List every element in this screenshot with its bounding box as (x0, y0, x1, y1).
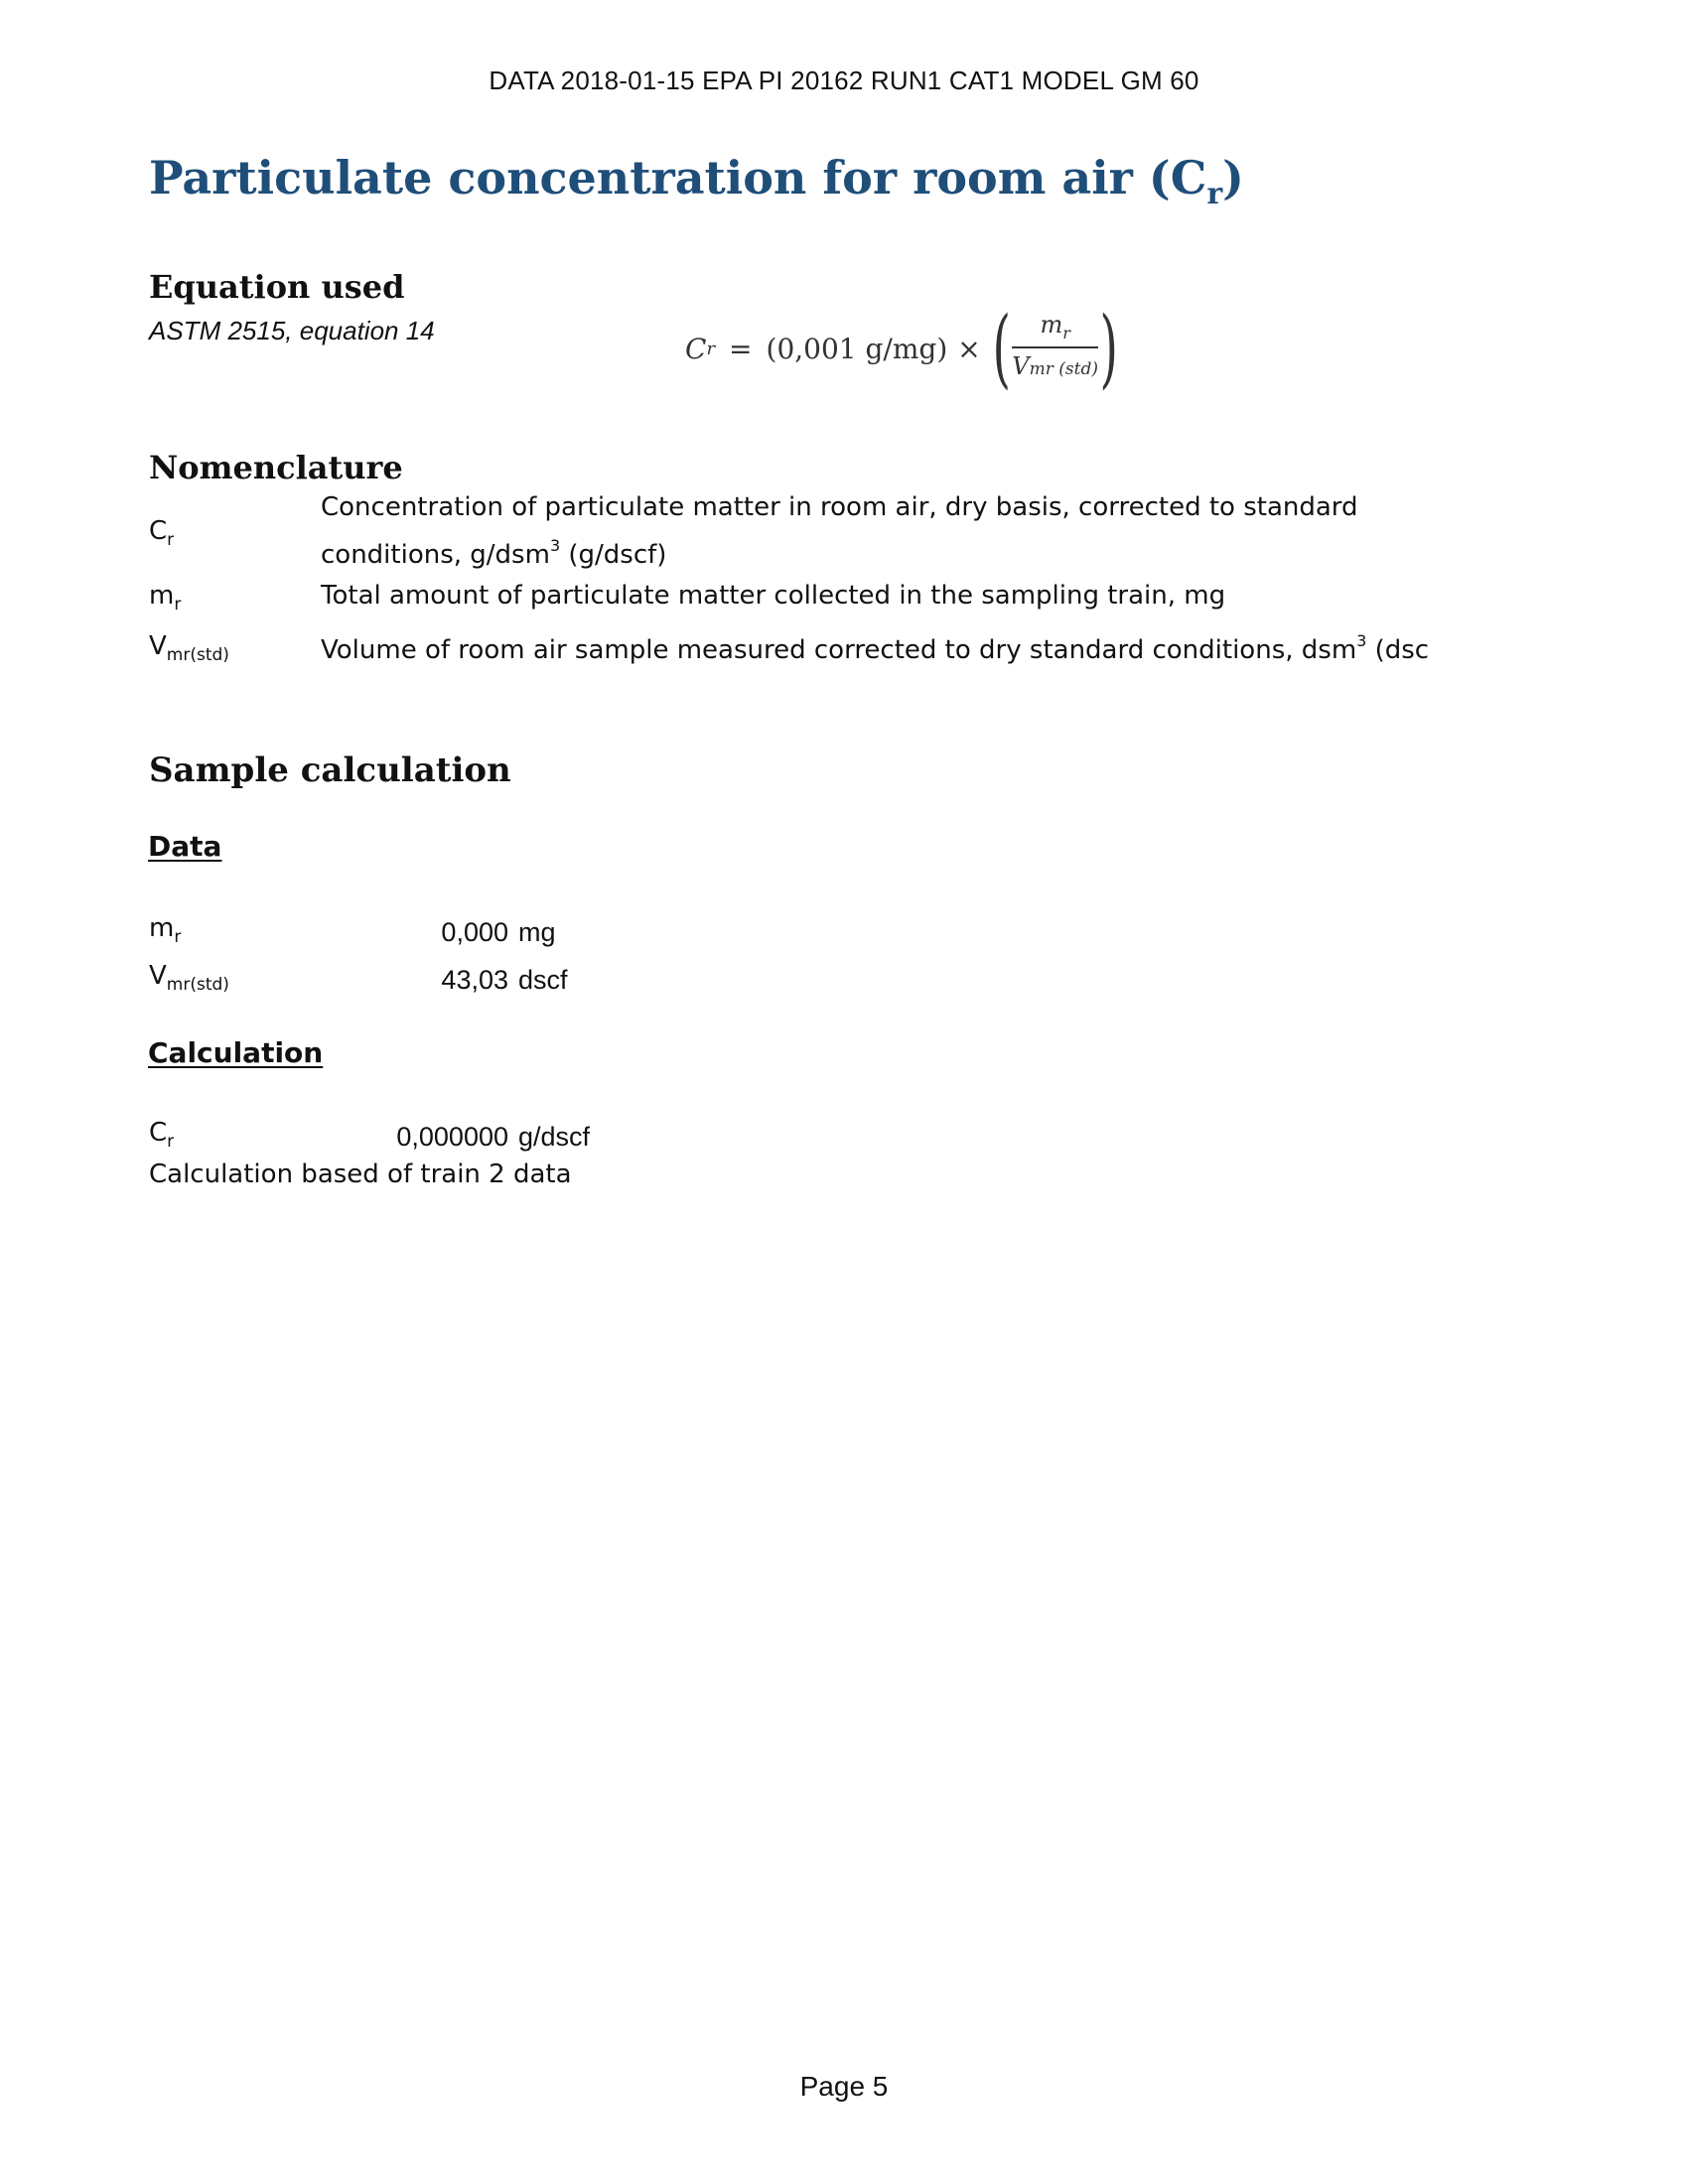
page-title-close: ) (1222, 151, 1244, 205)
data-unit-vmr: dscf (518, 965, 568, 995)
formula-fraction (1012, 311, 1098, 380)
result-symbol-cr: $C_r$ (149, 1118, 175, 1152)
formula-lhs-subscript: r (706, 338, 716, 359)
result-value-cr: 0,000000 (396, 1122, 508, 1152)
equation-formula (685, 299, 1120, 398)
formula-right-paren: ) (1099, 299, 1119, 398)
sample-calculation-heading: Sample calculation (149, 751, 511, 790)
nomenclature-desc-vmr: Volume of room air sample measured corrected to dry standard conditions, dsm$^3$ (dsc (321, 631, 1430, 665)
formula-numerator: $m_r$ (1040, 311, 1070, 342)
formula-left-paren: ( (992, 299, 1011, 398)
formula-lhs: C (685, 332, 707, 365)
data-symbol-mr: $m_r$ (149, 913, 182, 947)
page-title-text: Particulate concentration for room air (C (149, 151, 1207, 205)
formula-factor: (0,001 g/mg) (766, 332, 948, 365)
equation-heading: Equation used (149, 268, 405, 306)
result-unit-cr: g/dscf (518, 1122, 591, 1152)
nomenclature-desc-cr-line2: conditions, g/dsm$^3$ (g/dscf) (321, 536, 667, 570)
equation-reference: ASTM 2515, equation 14 (149, 316, 435, 345)
document-header: DATA 2018-01-15 EPA PI 20162 RUN1 CAT1 MODEL GM 60 (489, 66, 1199, 95)
nomenclature-symbol-vmr: $V_{mr(std)}$ (149, 631, 229, 665)
data-heading: Data (148, 830, 222, 863)
formula-equals: = (729, 332, 753, 365)
formula-times: × (957, 332, 981, 365)
nomenclature-symbol-cr: $C_r$ (149, 516, 175, 550)
nomenclature-desc-cr-line1: Concentration of particulate matter in room air, dry basis, corrected to standard (321, 492, 1358, 522)
page-title-subscript: r (1206, 177, 1223, 211)
nomenclature-desc-mr: Total amount of particulate matter collected in the sampling train, mg (321, 581, 1226, 611)
data-value-vmr: 43,03 (441, 965, 508, 995)
page-number: Page 5 (799, 2071, 889, 2102)
data-unit-mr: mg (518, 917, 556, 947)
nomenclature-heading: Nomenclature (149, 449, 403, 486)
nomenclature-symbol-mr: $m_r$ (149, 581, 182, 614)
calculation-note: Calculation based of train 2 data (149, 1160, 572, 1189)
calculation-heading: Calculation (148, 1036, 324, 1069)
data-symbol-vmr: $V_{mr(std)}$ (149, 961, 229, 995)
formula-denominator: Vmr (std) (1012, 351, 1098, 380)
data-value-mr: 0,000 (441, 917, 508, 947)
page-title (149, 151, 1244, 211)
